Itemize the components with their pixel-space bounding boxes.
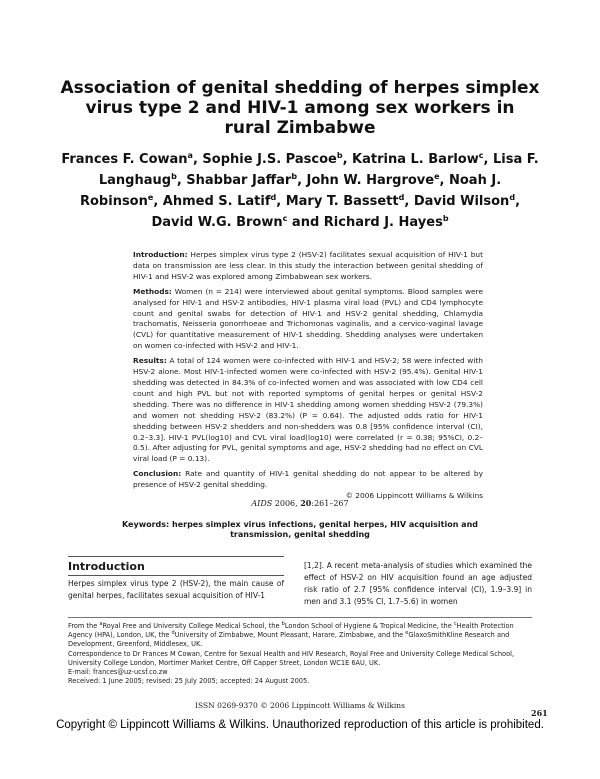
journal-citation [0,498,600,508]
author-name: Richard J. Hayes [323,215,443,230]
author-affiliation-mark: d [398,193,405,202]
methods-text: Women (n = 214) were interviewed about genital symptoms. Blood samples were analysed for HIV-1 and HSV-2 antibodies, HIV-1 plasma viral load (PVL) and CD4 lymphocyte count and genital swabs for detection of HIV-1 and HSV-2 genital shedding, Chlamydia trachomatis, Neisseria gonorrhoeae and Trichomonas vaginalis, and a cervico-vaginal lavage (CVL) for quantitative measurement of HIV-1 shedding. Shedding analyses were undertaken on women co-infected with HSV-2 and HIV-1. [133,286,483,351]
correspondence-footnote: Correspondence to Dr Frances M Cowan, Centre for Sexual Health and HIV Research, Royal Free and University College Medical School, University College London, Mortimer Market Centre, Off Capper Street, London WC1E 6AU, UK. [68,649,515,667]
author-affiliation-mark: b [442,214,449,223]
author-affiliation-mark: b [336,151,343,160]
affiliations-footnote: From the $^a$Royal Free and University College Medical School, the $^b$London School of Hygiene & Tropical Medicine, the $^c$Health Protection Agency (HPA), London, UK, the $^d$University of Zimbabwe, Mount Pleasant, Harare, Zimbabwe, and the $^e$GlaxoSmithKline Research and Development, Greenford, Middlesex, UK. [68,621,514,649]
author-affiliation-mark: e [434,172,440,181]
author-name: Frances F. Cowan [61,152,188,167]
introduction-heading: Introduction [68,560,145,573]
author-name: Ahmed S. Latif [162,194,271,209]
author-affiliation-mark: c [282,214,288,223]
page-number: 261 [531,708,548,718]
author-name: Mary T. Bassett [285,194,399,209]
keywords-label: Keywords: [122,520,170,529]
keywords [100,520,500,540]
author-name: John W. Hargrove [306,173,435,188]
author-name: David W.G. Brown [151,215,283,230]
results-text: A total of 124 women were co-infected with HIV-1 and HSV-2; 58 were infected with HSV-2 alone. Most HIV-1-infected women were co-infected with HSV-2 (95.4%). Genital HIV-1 shedding was detected in 84.3% of co-infected women and was associated with low CD4 cell count and high PVL but not with reported symptoms of genital herpes or genital HSV-2 shedding. There was no difference in HIV-1 shedding among women shedding HSV-2 (79.3%) and women not shedding HSV-2 (83.2%) (P = 0.64). The adjusted odds ratio for HIV-1 shedding between HSV-2 shedders and non-shedders was 0.8 [95% confidence interval (CI), 0.2–3.3]. HIV-1 PVL(log10) and CVL viral load(log10) were correlated (r = 0.38; 95%CI, 0.2–0.5). After adjusting for PVL, genital symptoms and age, HSV-2 shedding had no effect on CVL viral load (P = 0.13). [133,356,483,464]
author-affiliation-mark: d [270,193,277,202]
conclusion-label: Conclusion: [133,469,182,479]
footnotes [68,622,534,686]
abstract [133,250,483,502]
author-name: Noah J. Robinson [79,173,502,209]
conclusion-text: Rate and quantity of HIV-1 genital shedding do not appear to be altered by presence of HSV-2 genital shedding. [133,469,483,490]
footnote-divider [68,617,532,618]
author-affiliation-mark: a [187,151,193,160]
author-name: Katrina L. Barlow [352,152,479,167]
citation-journal: AIDS [251,499,273,508]
author-affiliation-mark: b [171,172,177,181]
intro-text: Herpes simplex virus type 2 (HSV-2) facilitates sexual acquisition of HIV-1 but data on transmission are less clear. In this study the interaction between genital shedding of HIV-1 and HSV-2 was explored among Zimbabwean sex workers. [133,250,484,281]
abstract-results [133,356,483,465]
intro-label: Introduction: [133,250,188,259]
author-name: David Wilson [413,194,510,209]
author-affiliation-mark: b [291,172,298,181]
abstract-introduction [133,250,483,283]
citation-year: 2006, [274,499,298,508]
results-label: Results: [133,356,167,366]
email-footnote: E-mail: frances@uz-ucsf.co.zw [68,668,168,677]
abstract-methods [133,287,483,352]
dates-footnote: Received: 1 June 2005; revised: 25 July 2005; accepted: 24 August 2005. [68,677,310,686]
copyright-notice: Copyright © Lippincott Williams & Wilkins. Unauthorized reproduction of this article is prohibited. [56,719,544,731]
introduction-right-column: [1,2]. A recent meta-analysis of studies which examined the effect of HSV-2 on HIV acquisition found an age adjusted risk ratio of 2.7 [95% confidence interval (CI), 1.9–3.9] in men and 3.1 (95% CI, 1.7–5.6) in women [304,561,532,606]
section-divider [68,556,284,557]
author-affiliation-mark: d [509,193,516,202]
article-title: Association of genital shedding of herpes simplex virus type 2 and HIV-1 among sex workers in rural Zimbabwe [60,78,540,138]
author-affiliation-mark: e [147,193,154,202]
citation-pages: :261–267 [311,499,349,508]
author-name: Lisa F. Langhaug [98,152,539,188]
author-list: Frances F. Cowan$^a$, Sophie J.S. Pascoe$^b$, Katrina L. Barlow$^c$, Lisa F. Langhaug$^b$, Shabbar Jaffar$^b$, John W. Hargrove$^e$, Noah J. Robinson$^e$, Ahmed S. Latif$^d$, Mary T. Bassett$^d$, David Wilson$^d$, David W.G. Brown$^c$ and Richard J. Hayes$^b$ [61,151,539,230]
author-name: Sophie J.S. Pascoe [202,152,337,167]
abstract-copyright: © 2006 Lippincott Williams & Wilkins [345,491,483,501]
section-divider [68,575,284,576]
author-affiliation-mark: c [478,151,484,160]
issn-line: ISSN 0269-9370 © 2006 Lippincott Williams & Wilkins [195,701,405,710]
abstract-conclusion [133,469,483,491]
introduction-left-column: Herpes simplex virus type 2 (HSV-2), the main cause of genital herpes, facilitates sexual acquisition of HIV-1 [68,579,284,600]
citation-volume: 20 [300,498,312,508]
methods-label: Methods: [133,286,172,296]
keywords-text: herpes simplex virus infections, genital herpes, HIV acquisition and transmission, genital shedding [172,520,478,539]
author-name: Shabbar Jaffar [186,173,292,188]
